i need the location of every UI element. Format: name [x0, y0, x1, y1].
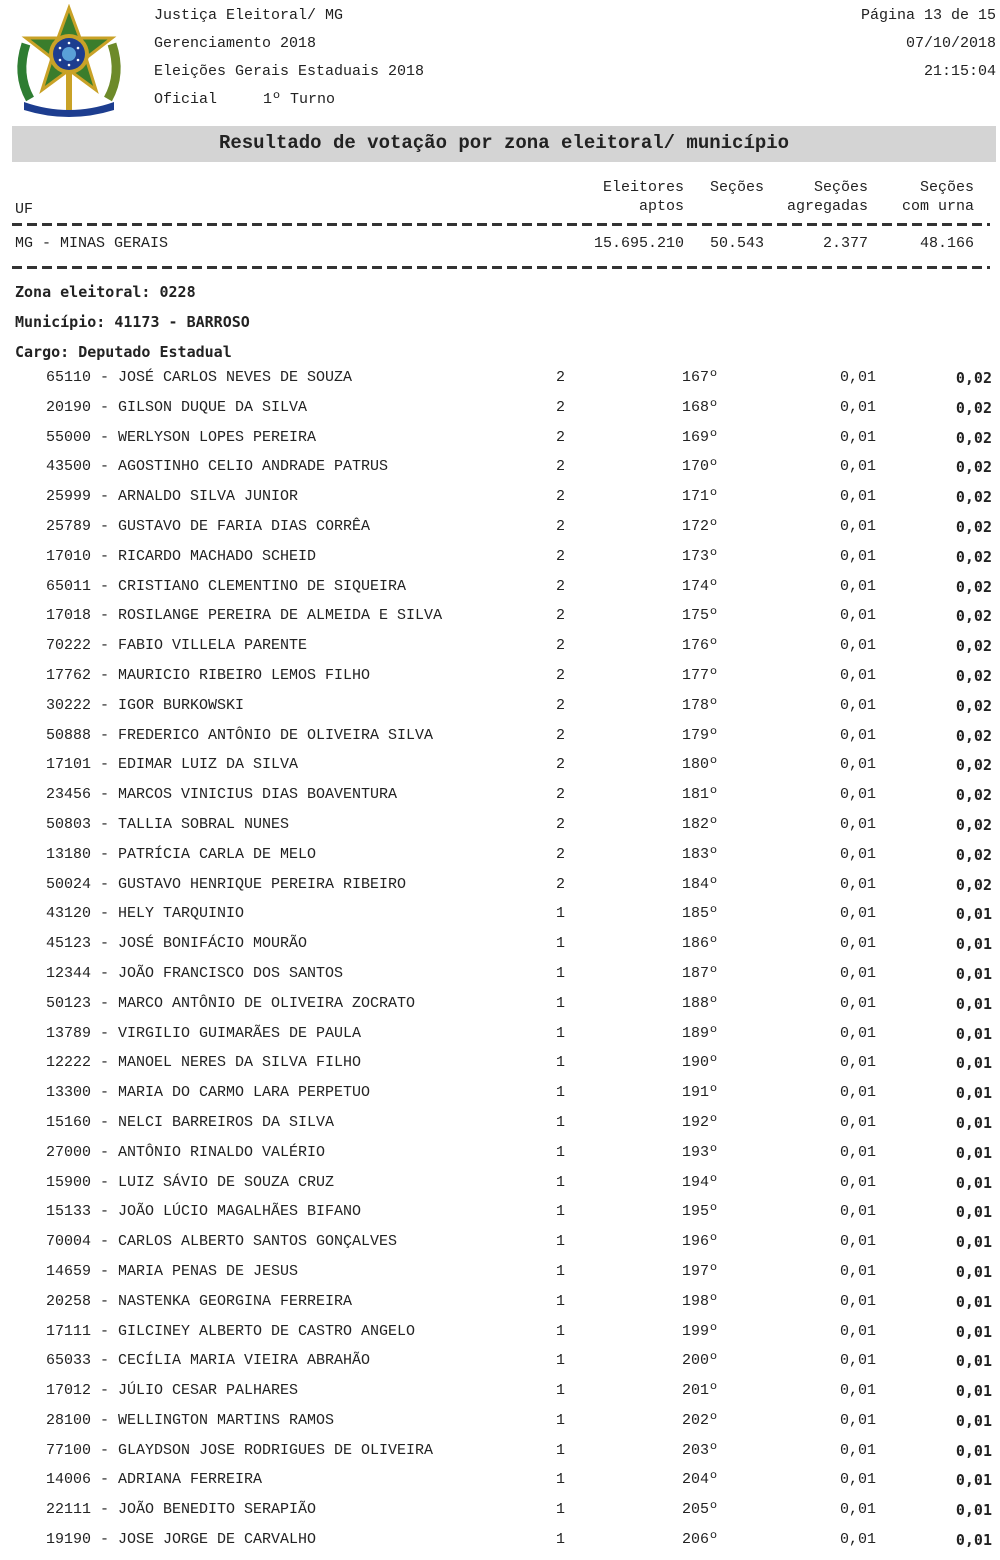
table-row	[0, 1347, 1000, 1377]
candidate-valid-percent: 0,02	[955, 845, 992, 864]
candidate-votes: 1	[556, 1501, 566, 1519]
org-name: Justiça Eleitoral/ MG	[154, 7, 344, 24]
candidate-percent: 0,01	[839, 905, 876, 923]
candidate-votes: 2	[556, 369, 566, 386]
candidate-percent: 0,01	[839, 428, 876, 446]
candidate-valid-percent: 0,01	[955, 1262, 992, 1281]
candidate-valid-percent: 0,02	[955, 786, 992, 805]
candidate-rank: 168º	[681, 398, 718, 416]
report-title: Resultado de votação por zona eleitoral/ município	[12, 126, 996, 162]
candidate-name: 65110 - JOSÉ CARLOS NEVES DE SOUZA	[46, 369, 353, 386]
candidate-rank: 167º	[681, 369, 718, 386]
candidate-percent: 0,01	[839, 786, 876, 804]
candidate-rank: 169º	[681, 428, 718, 446]
candidate-name: 30222 - IGOR BURKOWSKI	[46, 696, 245, 714]
candidate-valid-percent: 0,01	[955, 1441, 992, 1460]
candidate-percent: 0,01	[839, 1322, 876, 1340]
candidate-valid-percent: 0,02	[955, 756, 992, 775]
table-row	[0, 513, 1000, 543]
candidate-votes: 2	[556, 786, 566, 804]
table-row	[0, 1228, 1000, 1258]
candidate-percent: 0,01	[839, 637, 876, 655]
candidate-name: 15160 - NELCI BARREIROS DA SILVA	[46, 1113, 335, 1131]
candidate-rank: 203º	[681, 1441, 718, 1459]
candidate-rank: 195º	[681, 1203, 718, 1221]
urna-column-header	[886, 178, 974, 216]
candidate-votes: 2	[556, 398, 566, 416]
table-row	[0, 900, 1000, 930]
candidate-name: 25789 - GUSTAVO DE FARIA DIAS CORRÊA	[46, 517, 371, 535]
table-row	[0, 1198, 1000, 1228]
candidate-rank: 177º	[681, 666, 718, 684]
candidate-rank: 189º	[681, 1024, 718, 1042]
candidate-name: 23456 - MARCOS VINICIUS DIAS BOAVENTURA	[46, 786, 398, 804]
candidate-name: 28100 - WELLINGTON MARTINS RAMOS	[46, 1411, 335, 1429]
candidate-name: 17101 - EDIMAR LUIZ DA SILVA	[46, 756, 299, 774]
candidate-votes: 2	[556, 488, 566, 506]
candidate-votes: 1	[556, 1113, 566, 1131]
candidate-valid-percent: 0,01	[955, 1084, 992, 1103]
candidate-rank: 180º	[681, 756, 718, 774]
candidate-votes: 2	[556, 577, 566, 595]
candidate-percent: 0,01	[839, 845, 876, 863]
candidate-votes: 2	[556, 815, 566, 833]
candidate-percent: 0,01	[839, 726, 876, 744]
candidate-valid-percent: 0,02	[955, 398, 992, 417]
table-row	[0, 573, 1000, 603]
candidate-valid-percent: 0,01	[955, 1531, 992, 1550]
agregadas-header-line1: Seções	[813, 179, 868, 196]
round-label: 1º Turno	[263, 91, 336, 108]
candidate-rank: 206º	[681, 1531, 718, 1549]
candidate-name: 19190 - JOSE JORGE DE CARVALHO	[46, 1531, 317, 1549]
candidate-percent: 0,01	[839, 1173, 876, 1191]
candidate-votes: 1	[556, 905, 566, 923]
candidate-valid-percent: 0,01	[955, 1173, 992, 1192]
candidate-name: 13180 - PATRÍCIA CARLA DE MELO	[46, 845, 317, 863]
candidate-votes: 1	[556, 1024, 566, 1042]
table-row	[0, 602, 1000, 632]
candidate-percent: 0,01	[839, 398, 876, 416]
candidate-name: 65033 - CECÍLIA MARIA VIEIRA ABRAHÃO	[46, 1352, 371, 1370]
candidate-votes: 1	[556, 994, 566, 1012]
table-row	[0, 424, 1000, 454]
table-row	[0, 1377, 1000, 1407]
status-line	[154, 90, 424, 118]
candidate-name: 17111 - GILCINEY ALBERTO DE CASTRO ANGELO	[46, 1322, 416, 1340]
report-header-right	[861, 6, 996, 90]
candidate-rank: 182º	[681, 815, 718, 833]
candidate-rank: 187º	[681, 964, 718, 982]
candidate-rank: 171º	[681, 488, 718, 506]
table-row	[0, 781, 1000, 811]
table-row	[0, 871, 1000, 901]
candidate-rank: 191º	[681, 1084, 718, 1102]
agregadas-header-line2: agregadas	[786, 198, 868, 215]
candidate-votes: 1	[556, 964, 566, 982]
candidate-votes: 2	[556, 517, 566, 535]
table-row	[0, 364, 1000, 394]
candidate-rank: 174º	[681, 577, 718, 595]
candidate-valid-percent: 0,01	[955, 935, 992, 954]
urna-header-line1: Seções	[919, 179, 974, 196]
candidate-percent: 0,01	[839, 1501, 876, 1519]
table-row	[0, 1318, 1000, 1348]
candidate-votes: 1	[556, 935, 566, 953]
candidate-rank: 198º	[681, 1292, 718, 1310]
candidate-votes: 1	[556, 1262, 566, 1280]
candidate-percent: 0,01	[839, 666, 876, 684]
summary-uf: MG - MINAS GERAIS	[15, 235, 169, 252]
summary-agregadas: 2.377	[822, 235, 868, 252]
candidate-valid-percent: 0,02	[955, 369, 992, 387]
candidate-votes: 1	[556, 1233, 566, 1251]
candidate-rank: 176º	[681, 637, 718, 655]
candidate-percent: 0,01	[839, 1024, 876, 1042]
candidate-percent: 0,01	[839, 964, 876, 982]
candidate-votes: 1	[556, 1352, 566, 1370]
candidate-votes: 1	[556, 1382, 566, 1400]
candidate-name: 17010 - RICARDO MACHADO SCHEID	[46, 547, 317, 565]
candidate-valid-percent: 0,02	[955, 458, 992, 477]
table-row	[0, 1407, 1000, 1437]
candidate-name: 43500 - AGOSTINHO CELIO ANDRADE PATRUS	[46, 458, 389, 476]
table-row	[0, 1258, 1000, 1288]
summary-eleitores: 15.695.210	[593, 235, 684, 252]
candidate-votes: 2	[556, 607, 566, 625]
candidate-valid-percent: 0,02	[955, 696, 992, 715]
candidate-votes: 2	[556, 875, 566, 893]
candidate-rank: 194º	[681, 1173, 718, 1191]
candidate-valid-percent: 0,02	[955, 666, 992, 685]
candidate-rank: 201º	[681, 1382, 718, 1400]
candidate-votes: 2	[556, 637, 566, 655]
candidate-name: 14006 - ADRIANA FERREIRA	[46, 1471, 263, 1489]
dashed-divider	[12, 266, 990, 269]
candidate-valid-percent: 0,01	[955, 905, 992, 924]
secoes-header-line1: Seções	[709, 179, 764, 196]
candidate-votes: 2	[556, 458, 566, 476]
candidate-valid-percent: 0,01	[955, 1352, 992, 1371]
candidate-votes: 2	[556, 845, 566, 863]
candidate-percent: 0,01	[839, 1471, 876, 1489]
eleitores-header-line1: Eleitores	[602, 179, 684, 196]
candidate-name: 43120 - HELY TARQUINIO	[46, 905, 245, 923]
candidate-name: 17012 - JÚLIO CESAR PALHARES	[46, 1382, 299, 1400]
candidate-votes: 1	[556, 1292, 566, 1310]
candidate-name: 15900 - LUIZ SÁVIO DE SOUZA CRUZ	[46, 1173, 335, 1191]
candidate-rank: 178º	[681, 696, 718, 714]
candidate-valid-percent: 0,02	[955, 726, 992, 745]
candidate-rank: 205º	[681, 1501, 718, 1519]
candidate-votes: 1	[556, 1054, 566, 1072]
candidate-votes: 1	[556, 1471, 566, 1489]
candidate-name: 65011 - CRISTIANO CLEMENTINO DE SIQUEIRA	[46, 577, 407, 595]
candidate-percent: 0,01	[839, 517, 876, 535]
candidate-valid-percent: 0,02	[955, 428, 992, 447]
candidate-name: 12222 - MANOEL NERES DA SILVA FILHO	[46, 1054, 362, 1072]
candidate-percent: 0,01	[839, 1411, 876, 1429]
candidate-rank: 181º	[681, 786, 718, 804]
table-row	[0, 1288, 1000, 1318]
candidate-rank: 172º	[681, 517, 718, 535]
table-row	[0, 751, 1000, 781]
candidate-percent: 0,01	[839, 935, 876, 953]
candidate-valid-percent: 0,01	[955, 1233, 992, 1252]
table-row	[0, 722, 1000, 752]
candidate-percent: 0,01	[839, 1352, 876, 1370]
candidate-percent: 0,01	[839, 1233, 876, 1251]
zona-eleitoral: Zona eleitoral: 0228	[15, 283, 196, 301]
eleitores-header-line2: aptos	[638, 198, 684, 215]
candidate-percent: 0,01	[839, 815, 876, 833]
candidate-percent: 0,01	[839, 1382, 876, 1400]
candidate-name: 15133 - JOÃO LÚCIO MAGALHÃES BIFANO	[46, 1203, 362, 1221]
summary-secoes: 50.543	[709, 235, 764, 252]
candidate-name: 25999 - ARNALDO SILVA JUNIOR	[46, 488, 299, 506]
candidate-name: 50888 - FREDERICO ANTÔNIO DE OLIVEIRA SILVA	[46, 726, 434, 744]
candidate-rank: 190º	[681, 1054, 718, 1072]
candidate-valid-percent: 0,01	[955, 1113, 992, 1132]
candidate-valid-percent: 0,01	[955, 1471, 992, 1490]
table-row	[0, 841, 1000, 871]
candidate-percent: 0,01	[839, 1441, 876, 1459]
table-row	[0, 1109, 1000, 1139]
candidate-percent: 0,01	[839, 994, 876, 1012]
candidate-name: 70004 - CARLOS ALBERTO SANTOS GONÇALVES	[46, 1233, 398, 1251]
candidate-name: 14659 - MARIA PENAS DE JESUS	[46, 1262, 299, 1280]
urna-header-line2: com urna	[901, 198, 974, 215]
candidate-rank: 200º	[681, 1352, 718, 1370]
candidate-name: 13789 - VIRGILIO GUIMARÃES DE PAULA	[46, 1024, 362, 1042]
cargo: Cargo: Deputado Estadual	[15, 343, 232, 361]
candidate-valid-percent: 0,02	[955, 637, 992, 656]
agregadas-column-header	[770, 178, 868, 216]
dashed-divider	[12, 223, 990, 226]
municipio: Município: 41173 - BARROSO	[15, 313, 250, 331]
table-row	[0, 930, 1000, 960]
candidate-percent: 0,01	[839, 547, 876, 565]
candidate-rank: 192º	[681, 1113, 718, 1131]
candidate-valid-percent: 0,01	[955, 1411, 992, 1430]
table-row	[0, 692, 1000, 722]
table-row	[0, 1496, 1000, 1526]
candidate-name: 50123 - MARCO ANTÔNIO DE OLIVEIRA ZOCRATO	[46, 994, 416, 1012]
candidate-valid-percent: 0,02	[955, 875, 992, 894]
candidate-name: 45123 - JOSÉ BONIFÁCIO MOURÃO	[46, 935, 308, 953]
candidate-name: 12344 - JOÃO FRANCISCO DOS SANTOS	[46, 964, 344, 982]
candidate-percent: 0,01	[839, 1143, 876, 1161]
candidate-rank: 188º	[681, 994, 718, 1012]
candidate-rank: 185º	[681, 905, 718, 923]
table-row	[0, 1020, 1000, 1050]
candidate-votes: 2	[556, 726, 566, 744]
candidate-percent: 0,01	[839, 696, 876, 714]
candidate-valid-percent: 0,02	[955, 488, 992, 507]
candidate-rank: 183º	[681, 845, 718, 863]
candidate-valid-percent: 0,01	[955, 1024, 992, 1043]
table-row	[0, 1466, 1000, 1496]
candidate-valid-percent: 0,02	[955, 607, 992, 626]
candidate-name: 20258 - NASTENKA GEORGINA FERREIRA	[46, 1292, 353, 1310]
candidate-votes: 1	[556, 1143, 566, 1161]
uf-column-header: UF	[15, 201, 34, 218]
candidate-percent: 0,01	[839, 875, 876, 893]
candidate-name: 55000 - WERLYSON LOPES PEREIRA	[46, 428, 317, 446]
table-row	[0, 453, 1000, 483]
candidate-percent: 0,01	[839, 1531, 876, 1549]
candidate-list	[0, 364, 1000, 1556]
candidate-name: 13300 - MARIA DO CARMO LARA PERPETUO	[46, 1084, 371, 1102]
candidate-rank: 197º	[681, 1262, 718, 1280]
candidate-percent: 0,01	[839, 1113, 876, 1131]
table-row	[0, 990, 1000, 1020]
candidate-percent: 0,01	[839, 458, 876, 476]
table-row	[0, 1139, 1000, 1169]
candidate-valid-percent: 0,02	[955, 517, 992, 536]
candidate-valid-percent: 0,01	[955, 1322, 992, 1341]
candidate-votes: 2	[556, 696, 566, 714]
candidate-valid-percent: 0,02	[955, 815, 992, 834]
candidate-votes: 2	[556, 666, 566, 684]
system-name: Gerenciamento 2018	[154, 35, 317, 52]
candidate-name: 20190 - GILSON DUQUE DA SILVA	[46, 398, 308, 416]
table-row	[0, 632, 1000, 662]
summary-com-urna: 48.166	[919, 235, 974, 252]
candidate-name: 22111 - JOÃO BENEDITO SERAPIÃO	[46, 1501, 317, 1519]
candidate-name: 50024 - GUSTAVO HENRIQUE PEREIRA RIBEIRO	[46, 875, 407, 893]
candidate-valid-percent: 0,01	[955, 994, 992, 1013]
table-row	[0, 1049, 1000, 1079]
candidate-name: 50803 - TALLIA SOBRAL NUNES	[46, 815, 290, 833]
official-label: Oficial	[154, 91, 218, 108]
candidate-rank: 170º	[681, 458, 718, 476]
candidate-votes: 1	[556, 1203, 566, 1221]
candidate-rank: 202º	[681, 1411, 718, 1429]
candidate-rank: 196º	[681, 1233, 718, 1251]
table-row	[0, 1079, 1000, 1109]
candidate-rank: 193º	[681, 1143, 718, 1161]
candidate-percent: 0,01	[839, 1203, 876, 1221]
candidate-votes: 1	[556, 1441, 566, 1459]
secoes-column-header	[700, 178, 764, 197]
candidate-percent: 0,01	[839, 488, 876, 506]
page-number: Página 13 de 15	[860, 7, 996, 24]
candidate-valid-percent: 0,01	[955, 964, 992, 983]
table-row	[0, 483, 1000, 513]
table-row	[0, 1437, 1000, 1467]
report-date: 07/10/2018	[905, 35, 996, 52]
candidate-percent: 0,01	[839, 1054, 876, 1072]
candidate-votes: 1	[556, 1173, 566, 1191]
election-name: Eleições Gerais Estaduais 2018	[154, 63, 425, 80]
candidate-percent: 0,01	[839, 369, 876, 386]
candidate-percent: 0,01	[839, 756, 876, 774]
candidate-name: 27000 - ANTÔNIO RINALDO VALÉRIO	[46, 1143, 326, 1161]
candidate-votes: 1	[556, 1531, 566, 1549]
candidate-rank: 204º	[681, 1471, 718, 1489]
candidate-votes: 2	[556, 428, 566, 446]
candidate-name: 70222 - FABIO VILLELA PARENTE	[46, 637, 308, 655]
candidate-rank: 173º	[681, 547, 718, 565]
candidate-valid-percent: 0,01	[955, 1292, 992, 1311]
candidate-rank: 175º	[681, 607, 718, 625]
candidate-valid-percent: 0,01	[955, 1382, 992, 1401]
candidate-name: 17762 - MAURICIO RIBEIRO LEMOS FILHO	[46, 666, 371, 684]
candidate-percent: 0,01	[839, 1084, 876, 1102]
candidate-votes: 1	[556, 1322, 566, 1340]
table-row	[0, 1169, 1000, 1199]
candidate-valid-percent: 0,02	[955, 547, 992, 566]
candidate-votes: 2	[556, 547, 566, 565]
table-row	[0, 662, 1000, 692]
candidate-valid-percent: 0,01	[955, 1501, 992, 1520]
candidate-percent: 0,01	[839, 577, 876, 595]
table-row	[0, 1526, 1000, 1556]
candidate-percent: 0,01	[839, 607, 876, 625]
candidate-valid-percent: 0,01	[955, 1203, 992, 1222]
table-row	[0, 960, 1000, 990]
report-header-left	[154, 6, 424, 118]
candidate-votes: 2	[556, 756, 566, 774]
report-time: 21:15:04	[923, 63, 996, 80]
table-row	[0, 543, 1000, 573]
table-row	[0, 394, 1000, 424]
candidate-rank: 184º	[681, 875, 718, 893]
candidate-percent: 0,01	[839, 1262, 876, 1280]
eleitores-column-header	[586, 178, 684, 216]
brazil-coat-of-arms-icon	[10, 4, 128, 120]
candidate-name: 77100 - GLAYDSON JOSE RODRIGUES DE OLIVEIRA	[46, 1441, 434, 1459]
candidate-percent: 0,01	[839, 1292, 876, 1310]
candidate-votes: 1	[556, 1084, 566, 1102]
candidate-valid-percent: 0,01	[955, 1054, 992, 1073]
candidate-valid-percent: 0,01	[955, 1143, 992, 1162]
table-row	[0, 811, 1000, 841]
candidate-rank: 186º	[681, 935, 718, 953]
candidate-valid-percent: 0,02	[955, 577, 992, 596]
candidate-name: 17018 - ROSILANGE PEREIRA DE ALMEIDA E SILVA	[46, 607, 443, 625]
candidate-rank: 199º	[681, 1322, 718, 1340]
candidate-rank: 179º	[681, 726, 718, 744]
candidate-votes: 1	[556, 1411, 566, 1429]
